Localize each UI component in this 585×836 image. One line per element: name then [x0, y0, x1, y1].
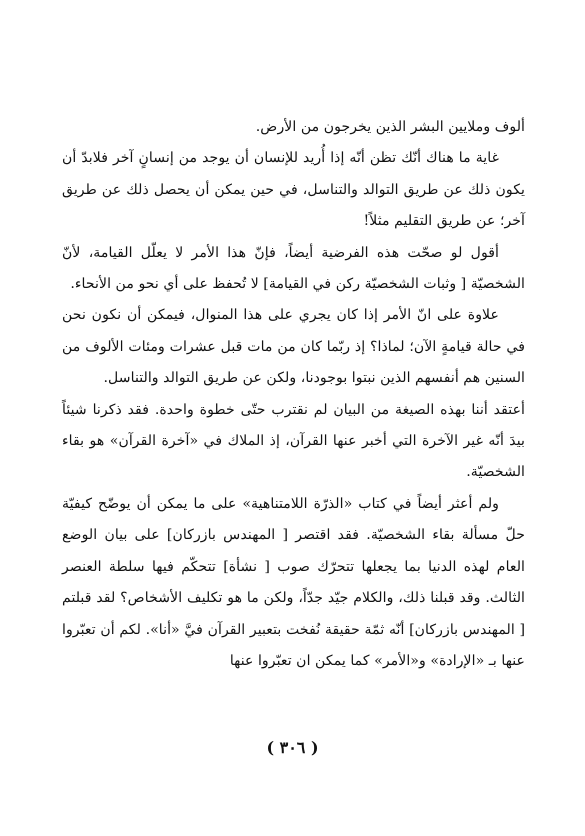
page-number: ( ٣٠٦ ): [266, 738, 319, 757]
body-text: [62, 112, 525, 677]
paragraph-2: غاية ما هناك أنّك تظن أنّه إذا أُريد للإنسان أن يوجد من إنسانٍ آخر فلابدّ أن يكون ذلك عن طريق التوالد والتناسل، في حين يمكن أن يحصل ذلك عن طريق آخر؛ عن طريق التقليم مثلاً!: [62, 150, 525, 230]
paragraph-1: ألوف وملايين البشر الذين يخرجون من الأرض.: [255, 119, 525, 135]
paragraph-5: أعتقد أننا بهذه الصيغة من البيان لم نقترب حتّى خطوة واحدة. فقد ذكرنا شيئاً بيدَ أنّه غير الآخرة التي أخبر عنها القرآن، إذ الملاك في «آخرة القرآن» هو بقاء الشخصيّة.: [62, 401, 525, 481]
paragraph-3: أقول لو صحّت هذه الفرضية أيضاً، فإنّ هذا الأمر لا يعلّل القيامة، لأنّ الشخصيّة [ وثبات الشخصيّة ركن في القيامة] لا تُحفظ على أي نحو من الأنحاء.: [62, 244, 525, 293]
paragraph-6: ولم أعثر أيضاً في كتاب «الذرّة اللامتناهية» على ما يمكن أن يوضّح كيفيّة حلّ مسألة بقاء الشخصيّة. فقد اقتصر [ المهندس بازركان] على بيان الوضع العام لهذه الدنيا بما يجعلها تتحرّك صوب [ نشأة] تتحكّم فيها سلطة العنصر الثالث. وقد قبلنا ذلك، والكلام جيّد جدّاً، ولكن ما هو تكليف الأشخاص؟ لقد قبلتم [ المهندس بازركان] أنّه ثمّة حقيقة نُفخت بتعبير القرآن فيَّ «أنا». لكم أن تعبّروا عنها بـ «الإرادة» و«الأمر» كما يمكن ان تعبّروا عنها: [62, 495, 525, 669]
paragraph-4: علاوة على انّ الأمر إذا كان يجري على هذا المنوال، فيمكن أن نكون نحن في حالة قيامةٍ الآن؛ لماذا؟ إذ ربّما كان من مات قبل عشرات ومئات الألوف من السنين هم أنفسهم الذين نبتوا بوجودنا، ولكن عن طريق التوالد والتناسل.: [62, 307, 525, 387]
